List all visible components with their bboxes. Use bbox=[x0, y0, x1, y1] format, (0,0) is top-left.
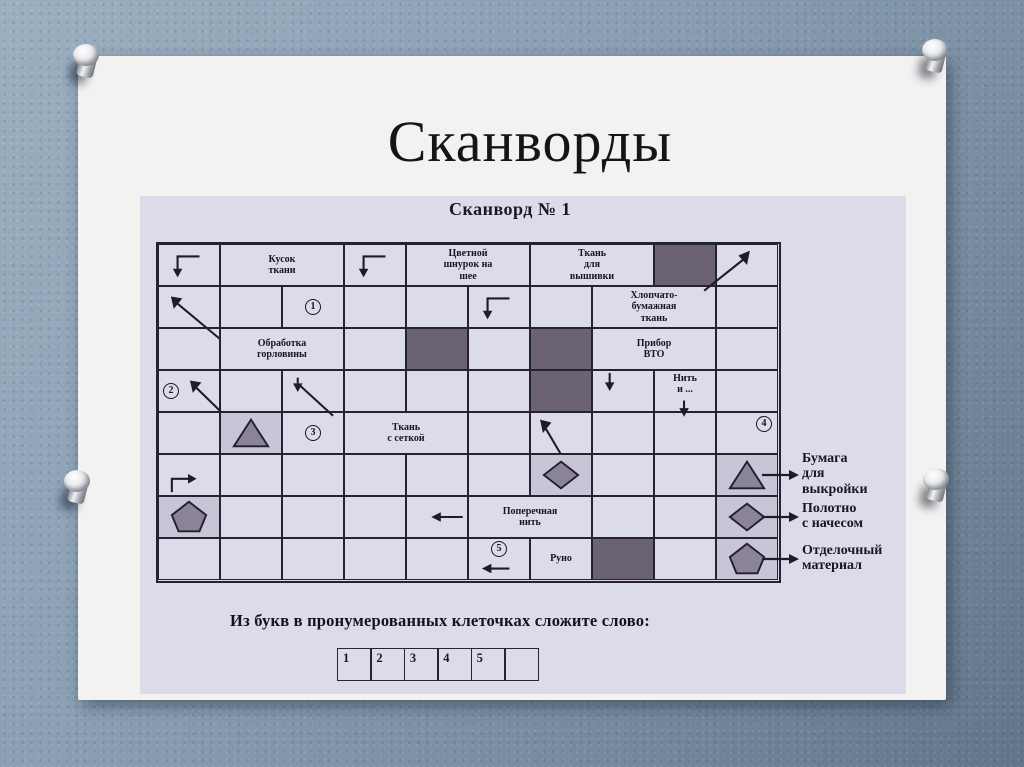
pin-head bbox=[64, 470, 90, 492]
push-pin-icon bbox=[919, 467, 953, 507]
answer-cell: 2 bbox=[370, 648, 405, 681]
grid-cell bbox=[468, 412, 530, 454]
grid-cell bbox=[406, 370, 468, 412]
clue-text: Прибор ВТО bbox=[636, 337, 672, 360]
grid-cell bbox=[220, 496, 282, 538]
answer-cell: 1 bbox=[337, 648, 372, 681]
grid-cell bbox=[344, 328, 406, 370]
grid-cell bbox=[592, 454, 654, 496]
grid-cell bbox=[282, 454, 344, 496]
clue-cell bbox=[220, 244, 344, 286]
pentagon-icon bbox=[159, 497, 219, 537]
pin-head bbox=[923, 468, 949, 490]
diag-down-se-arrow-icon bbox=[283, 371, 343, 411]
clue-text: Ткань с сеткой bbox=[387, 421, 425, 444]
grid-cell bbox=[716, 286, 778, 328]
circled-number-2: 2 bbox=[163, 383, 179, 399]
hook-right-arrow-icon bbox=[159, 455, 219, 495]
dark-cell bbox=[530, 370, 592, 412]
grid-cell bbox=[468, 370, 530, 412]
clue-text: Кусок ткани bbox=[268, 253, 296, 276]
grid-cell bbox=[654, 496, 716, 538]
circled-number-1: 1 bbox=[305, 299, 321, 315]
legend-label-finishing-material: Отделочный материал bbox=[802, 543, 883, 574]
grid-cell bbox=[344, 496, 406, 538]
pin-head bbox=[922, 39, 948, 61]
legend-arrow-icon bbox=[758, 465, 806, 485]
instruction-text: Из букв в пронумерованных клеточках сложите слово: bbox=[230, 611, 650, 630]
left-mid-arrow-icon bbox=[407, 497, 467, 537]
clue-text: Хлопчато- бумажная ткань bbox=[630, 290, 678, 324]
grid-cell bbox=[344, 538, 406, 580]
grid-cell bbox=[530, 286, 592, 328]
clue-cell bbox=[530, 244, 654, 286]
clue-text: Обработка горловины bbox=[257, 337, 307, 360]
legend-arrow-icon bbox=[758, 549, 806, 569]
legend-label-napped-cloth: Полотно с начесом bbox=[802, 501, 863, 532]
triangle-icon bbox=[221, 413, 281, 453]
diag-nw-se-arrow-icon bbox=[159, 287, 219, 327]
clue-text: Руно bbox=[550, 553, 572, 565]
grid-cell bbox=[592, 412, 654, 454]
grid-cell bbox=[344, 286, 406, 328]
grid-cell bbox=[406, 538, 468, 580]
grid-cell bbox=[654, 412, 716, 454]
grid-cell bbox=[716, 328, 778, 370]
grid-cell bbox=[716, 412, 778, 454]
grid-cell bbox=[654, 454, 716, 496]
clue-cell bbox=[406, 244, 530, 286]
grid-cell bbox=[716, 244, 778, 286]
diag-ne-arrow-icon bbox=[717, 245, 777, 285]
circled-number-4: 4 bbox=[756, 416, 772, 432]
triangle-cell bbox=[220, 412, 282, 454]
push-pin-icon bbox=[918, 38, 952, 78]
grid-cell bbox=[220, 286, 282, 328]
grid-cell bbox=[282, 412, 344, 454]
grid-cell bbox=[220, 370, 282, 412]
grid-cell bbox=[220, 454, 282, 496]
dark-cell bbox=[654, 244, 716, 286]
grid-cell bbox=[406, 286, 468, 328]
grid-cell bbox=[468, 538, 530, 580]
diag-nw-se-short-arrow-icon bbox=[531, 413, 591, 453]
grid-cell bbox=[282, 538, 344, 580]
hook-down-arrow-icon bbox=[345, 245, 405, 285]
dark-cell bbox=[406, 328, 468, 370]
grid-cell bbox=[344, 454, 406, 496]
grid-cell bbox=[282, 496, 344, 538]
grid-cell bbox=[158, 538, 220, 580]
answer-cell: 3 bbox=[404, 648, 439, 681]
answer-strip bbox=[337, 648, 539, 681]
diamond-icon bbox=[531, 455, 591, 495]
grid-cell bbox=[592, 496, 654, 538]
push-pin-icon bbox=[60, 469, 94, 509]
grid-cell bbox=[158, 370, 220, 412]
grid-cell bbox=[282, 286, 344, 328]
grid-cell bbox=[654, 538, 716, 580]
grid-cell bbox=[158, 328, 220, 370]
grid-cell bbox=[282, 370, 344, 412]
grid-cell bbox=[220, 538, 282, 580]
circled-number-5: 5 bbox=[491, 541, 507, 557]
grid-cell bbox=[158, 286, 220, 328]
clue-cell bbox=[592, 328, 716, 370]
grid-cell bbox=[468, 328, 530, 370]
grid-cell bbox=[716, 370, 778, 412]
clue-cell bbox=[468, 496, 592, 538]
clue-cell bbox=[654, 370, 716, 412]
clue-cell bbox=[530, 538, 592, 580]
grid-cell bbox=[468, 286, 530, 328]
grid-cell bbox=[344, 244, 406, 286]
grid-cell bbox=[468, 454, 530, 496]
grid-cell bbox=[158, 412, 220, 454]
legend-label-paper-pattern: Бумага для выкройки bbox=[802, 451, 868, 497]
pentagon-cell bbox=[158, 496, 220, 538]
diamond-cell bbox=[530, 454, 592, 496]
grid-cell bbox=[406, 454, 468, 496]
hook-down-arrow-icon bbox=[159, 245, 219, 285]
down-bottom-arrow-icon bbox=[655, 371, 715, 411]
hook-down-arrow-icon bbox=[469, 287, 529, 327]
grid-cell bbox=[344, 370, 406, 412]
answer-cell: 5 bbox=[471, 648, 506, 681]
clue-text: Цветной шнурок на шее bbox=[443, 248, 493, 282]
dark-cell bbox=[592, 538, 654, 580]
clue-text: Нить и ... bbox=[673, 373, 697, 396]
grid-cell bbox=[158, 454, 220, 496]
pin-head bbox=[73, 44, 99, 66]
clue-cell bbox=[344, 412, 468, 454]
clue-text: Поперечная нить bbox=[502, 505, 558, 528]
clue-text: Ткань для вышивки bbox=[569, 248, 615, 282]
dark-cell bbox=[530, 328, 592, 370]
slide-title: Сканворды bbox=[387, 109, 673, 174]
answer-cell: 4 bbox=[437, 648, 472, 681]
legend-arrow-icon bbox=[758, 507, 806, 527]
down-top-arrow-icon bbox=[593, 371, 653, 411]
clue-cell bbox=[220, 328, 344, 370]
scanword-grid bbox=[156, 242, 781, 583]
grid-cell bbox=[406, 496, 468, 538]
puzzle-title: Сканворд № 1 bbox=[448, 199, 572, 219]
grid-cell bbox=[592, 370, 654, 412]
grid-cell bbox=[158, 244, 220, 286]
grid-cell bbox=[530, 412, 592, 454]
circled-number-3: 3 bbox=[305, 425, 321, 441]
push-pin-icon bbox=[69, 43, 103, 83]
clue-cell bbox=[592, 286, 716, 328]
answer-cell bbox=[504, 648, 539, 681]
